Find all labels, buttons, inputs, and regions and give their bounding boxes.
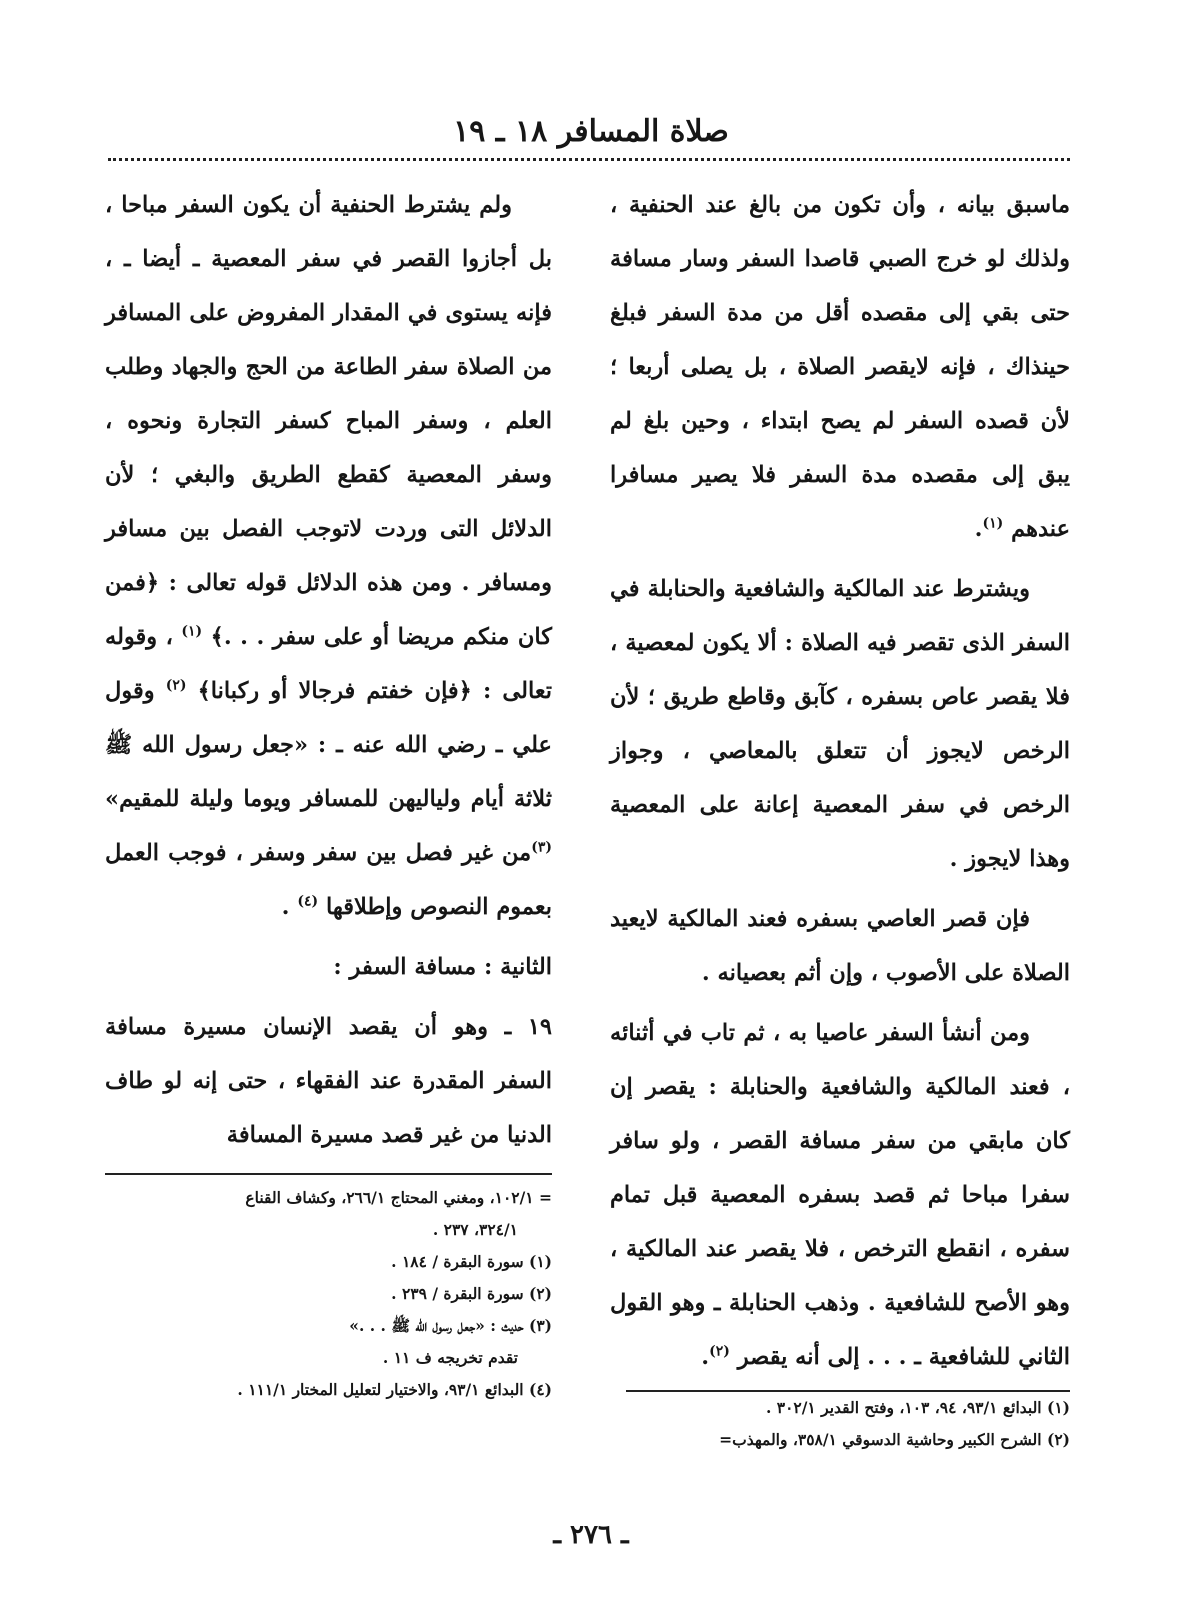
right-paragraph-4: ومن أنشأ السفر عاصيا به ، ثم تاب في أثنائه ، فعند المالكية والشافعية والحنابلة : يقصر إن كان مابقي من سفر مسافة القصر ، ولو سافر سفرا مباحا ثم قصد بسفره المعصية قبل تمام سفره ، انقطع الترخص ، فلا يقصر عند المالكية ، وهو الأصح للشافعية . وذهب الحنابلة ـ وهو القول الثاني للشافعية ـ . . . إلى أنه يقصر $^{(٢)}$. <box>610 1020 1070 1370</box>
left-paragraph-1: ولم يشترط الحنفية أن يكون السفر مباحا ، بل أجازوا القصر في سفر المعصية ـ أيضا ـ ، فإنه يستوى في المقدار المفروض على المسافر من الصلاة سفر الطاعة من الحج والجهاد وطلب العلم ، وسفر المباح كسفر التجارة ونحوه ، وسفر المعصية كقطع الطريق والبغي ؛ لأن الدلائل التى وردت لاتوجب الفصل بين مسافر ومسافر . ومن هذه الدلائل قوله تعالى : ﴿فمن كان منكم مريضا أو على سفر . . .﴾ $^{(١)}$ ، وقوله تعالى : ﴿فإن خفتم فرجالا أو ركبانا﴾ $^{(٢)}$ وقول علي ـ رضي الله عنه ـ : «جعل رسول الله ﷺ ثلاثة أيام ولياليهن للمسافر ويوما وليلة للمقيم» $^{(٣)}$من غير فصل بين سفر وسفر ، فوجب العمل بعموم النصوص وإطلاقها $^{(٤)}$ . <box>105 192 552 920</box>
right-paragraph-1: ماسبق بيانه ، وأن تكون من بالغ عند الحنفية ، ولذلك لو خرج الصبي قاصدا السفر وسار مسافة حتى بقي إلى مقصده أقل من مدة السفر فبلغ حينذاك ، فإنه لايقصر الصلاة ، بل يصلى أربعا ؛ لأن قصده السفر لم يصح ابتداء ، وحين بلغ لم يبق إلى مقصده مدة السفر فلا يصير مسافرا عندهم $^{(١)}$. <box>610 192 1070 542</box>
paragraph-number: ١٩ <box>527 1014 552 1040</box>
footnote-ref: (٢) <box>165 677 187 694</box>
section-heading: الثانية : مسافة السفر : <box>333 954 552 980</box>
footnote-line: (١) سورة البقرة / ١٨٤ . <box>391 1252 552 1271</box>
header-dotted-divider <box>108 158 1070 161</box>
left-paragraph-2: ١٩ ـ وهو أن يقصد الإنسان مسيرة مسافة السفر المقدرة عند الفقهاء ، حتى إنه لو طاف الدنيا من غير قصد مسيرة المسافة <box>105 1014 552 1148</box>
page-title: صلاة المسافر ١٨ ـ ١٩ <box>453 114 729 149</box>
footnote-ref: (٣) <box>531 839 552 856</box>
footnote-line: تقدم تخريجه ف ١١ . <box>382 1348 518 1367</box>
footnote-ref: (١) <box>181 623 203 640</box>
footnote-ref: (١) <box>982 515 1004 532</box>
footnote-line: (٤) البدائع ٩٣/١، والاختيار لتعليل المختار ١١١/١ . <box>237 1380 552 1399</box>
right-footnotes <box>600 1392 1070 1456</box>
footnote-divider-left <box>105 1173 552 1175</box>
right-column <box>610 178 1070 1384</box>
footnote-line: = ١٠٢/١، ومغني المحتاج ٢٦٦/١، وكشاف القناع <box>245 1188 552 1207</box>
right-paragraph-2: ويشترط عند المالكية والشافعية والحنابلة في السفر الذى تقصر فيه الصلاة : ألا يكون لمعصية ، فلا يقصر عاص بسفره ، كآبق وقاطع طريق ؛ لأن الرخص لايجوز أن تتعلق بالمعاصي ، وجواز الرخص في سفر المعصية إعانة على المعصية وهذا لايجوز . <box>610 576 1070 872</box>
footnote-line: (٢) الشرح الكبير وحاشية الدسوقي ٣٥٨/١، والمهذب= <box>719 1430 1070 1449</box>
footnote-line: ٣٢٤/١، ٢٣٧ . <box>432 1220 518 1239</box>
footnote-line: (٣) حديث : «جعل رسول الله ﷺ . . .» <box>349 1316 552 1335</box>
footnote-ref: (٢) <box>709 1343 730 1360</box>
footnote-line: (٢) سورة البقرة / ٢٣٩ . <box>391 1284 552 1303</box>
right-paragraph-3: فإن قصر العاصي بسفره فعند المالكية لايعيد الصلاة على الأصوب ، وإن أثم بعصيانه . <box>610 906 1070 986</box>
footnote-ref: (٤) <box>297 893 319 910</box>
left-column <box>105 178 552 1162</box>
left-footnotes <box>102 1182 552 1406</box>
page-number: ـ ٢٧٦ ـ <box>553 1520 629 1550</box>
footnote-line: (١) البدائع ٩٣/١، ٩٤، ١٠٣، وفتح القدير ٣٠٢/١ . <box>765 1398 1070 1417</box>
